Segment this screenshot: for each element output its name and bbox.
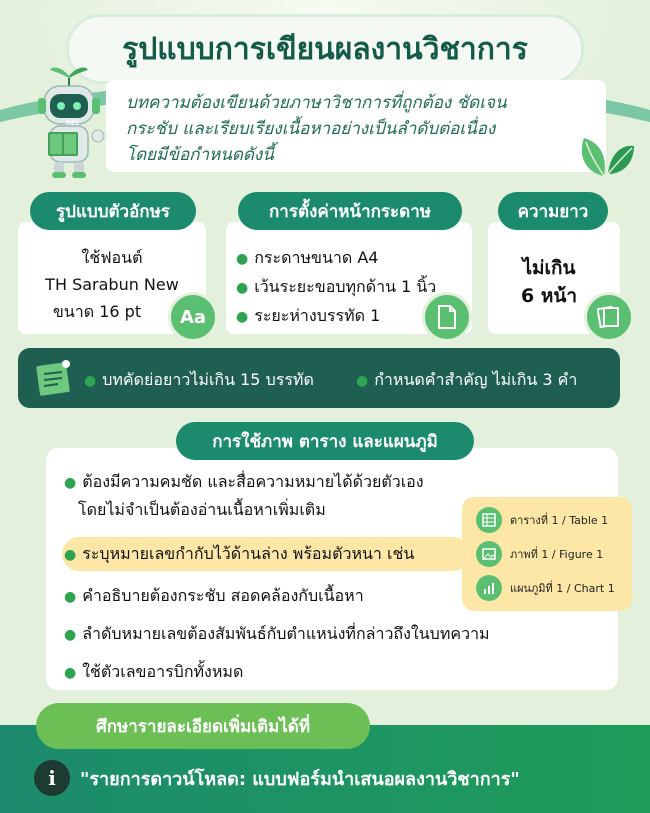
abstract-bar	[18, 348, 620, 408]
length-line: 6 หน้า	[520, 285, 578, 307]
list-item: ● กระดาษขนาด A4	[236, 248, 379, 267]
font-line: ใช้ฟอนต์	[81, 248, 143, 267]
example-table: ตารางที่ 1 / Table 1	[476, 507, 608, 533]
leaf-icon	[574, 124, 636, 180]
bullet-icon: ●	[236, 251, 249, 267]
image-icon	[476, 541, 502, 567]
bullet-icon: ●	[64, 665, 77, 681]
font-aa-icon: Aa	[168, 292, 218, 342]
images-item: ● คำอธิบายต้องกระชับ สอดคล้องกับเนื้อหา	[64, 586, 364, 605]
images-item-cont: โดยไม่จำเป็นต้องอ่านเนื้อหาเพิ่มเติม	[78, 500, 326, 519]
examples-box	[462, 497, 632, 611]
font-line: TH Sarabun New	[45, 275, 179, 294]
page-setup-list	[236, 244, 436, 331]
keyword-item: ● กำหนดคำสำคัญ ไม่เกิน 3 คำ	[356, 370, 578, 389]
list-item: ● ระยะห่างบรรทัด 1	[236, 306, 381, 325]
download-link[interactable]: "รายการดาวน์โหลด: แบบฟอร์มนำเสนอผลงานวิชาการ"	[80, 769, 520, 790]
images-item: ● ลำดับหมายเลขต้องสัมพันธ์กับตำแหน่งที่กล่าวถึงในบทความ	[64, 624, 490, 643]
page-title: รูปแบบการเขียนผลงานวิชาการ	[66, 14, 584, 84]
document-icon	[422, 292, 472, 342]
font-card-label: รูปแบบตัวอักษร	[30, 192, 196, 230]
font-line: ขนาด 16 pt	[52, 302, 142, 321]
images-section-label: การใช้ภาพ ตาราง และแผนภูมิ	[176, 422, 474, 460]
notepad-icon	[32, 356, 76, 400]
abstract-item: ● บทคัดย่อยาวไม่เกิน 15 บรรทัด	[84, 370, 314, 389]
bullet-icon: ●	[84, 373, 97, 389]
list-item: ● เว้นระยะขอบทุกด้าน 1 นิ้ว	[236, 277, 437, 296]
bullet-icon: ●	[236, 309, 249, 325]
intro-line: กระชับ และเรียบเรียงเนื้อหาอย่างเป็นลำดับต่อเนื่อง	[126, 119, 496, 139]
length-card-label: ความยาว	[498, 192, 608, 230]
robot-badge: ПЕС	[66, 120, 80, 127]
bullet-icon: ●	[356, 373, 369, 389]
bullet-icon: ●	[236, 280, 249, 296]
page-setup-label: การตั้งค่าหน้ากระดาษ	[238, 192, 462, 230]
chart-icon	[476, 575, 502, 601]
table-icon	[476, 507, 502, 533]
footer-heading: ศึกษารายละเอียดเพิ่มเติมได้ที่	[36, 703, 370, 749]
intro-box	[106, 80, 606, 172]
bullet-icon: ●	[64, 547, 77, 563]
bullet-icon: ●	[64, 627, 77, 643]
example-chart: แผนภูมิที่ 1 / Chart 1	[476, 575, 615, 601]
bullet-icon: ●	[64, 475, 77, 491]
pages-icon	[584, 292, 634, 342]
images-item: ● ใช้ตัวเลขอารบิกทั้งหมด	[64, 662, 244, 681]
intro-line: โดยมีข้อกำหนดดังนี้	[126, 145, 274, 165]
images-item: ● ระบุหมายเลขกำกับไว้ด้านล่าง พร้อมตัวหนา เช่น	[64, 544, 415, 563]
info-icon: i	[34, 760, 70, 796]
intro-line: บทความต้องเขียนด้วยภาษาวิชาการที่ถูกต้อง ชัดเจน	[126, 93, 507, 113]
bullet-icon: ●	[64, 589, 77, 605]
example-figure: ภาพที่ 1 / Figure 1	[476, 541, 603, 567]
length-line: ไม่เกิน	[522, 257, 576, 279]
images-item: ● ต้องมีความคมชัด และสื่อความหมายได้ด้วยตัวเอง	[64, 472, 424, 491]
